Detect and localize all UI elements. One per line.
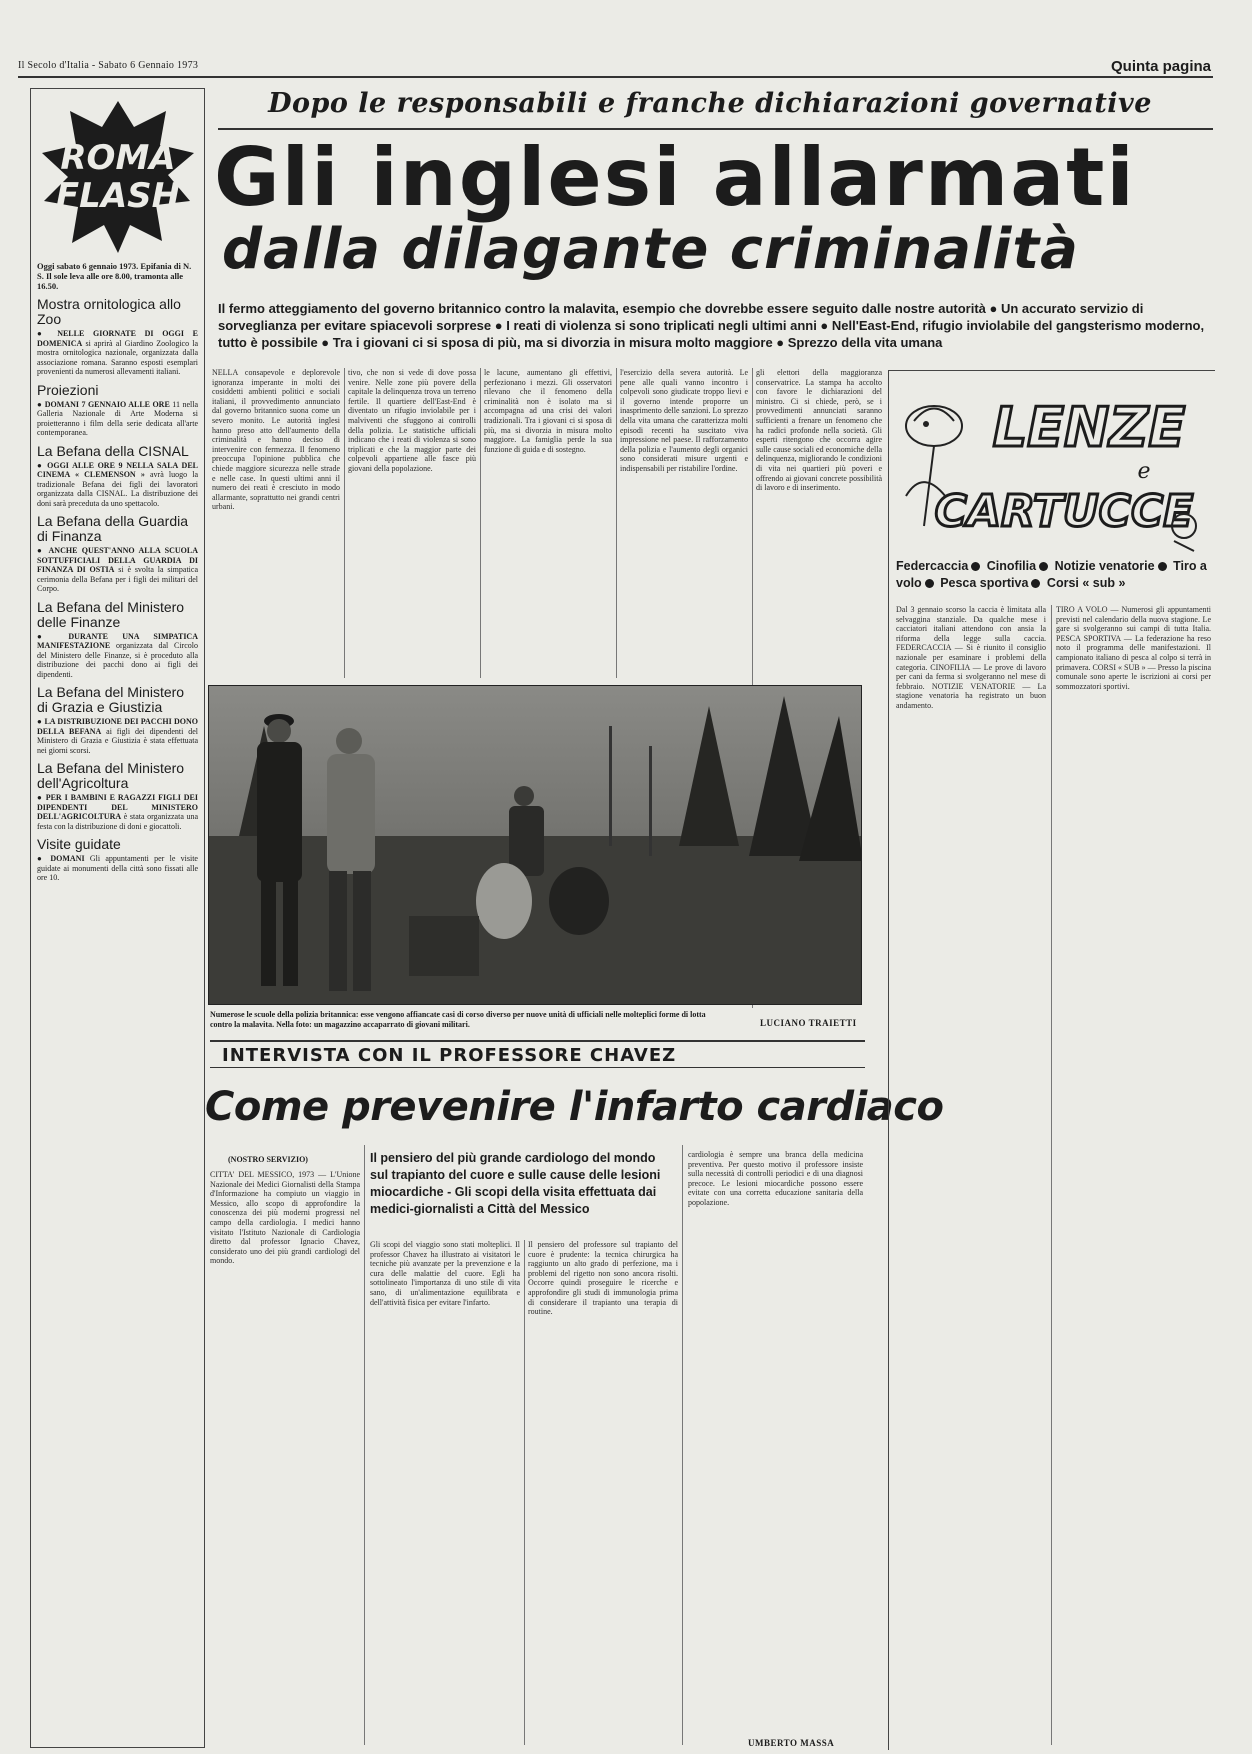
article-author: LUCIANO TRAIETTI xyxy=(760,1018,857,1028)
flash-item-text: si è svolta la simpatica cerimonia della Befana per i figli dei militari del Corpo. xyxy=(37,565,199,593)
article-column-2: tivo, che non si vede di dove possa venire. Nelle zone più povere della capitale la delinquenza trova un terreno fertile. Il quartiere dell'East-End è diventato un rifugio inviolabile per i malviventi che sfuggono ai controlli della polizia. Le statistiche ufficiali indicano che i reati di violenza si sono triplicati e che la maggior parte dei colpevoli appartiene alle fasce più giovani della popolazione. xyxy=(348,368,476,473)
lenze-cartucce-logo xyxy=(894,376,1212,556)
flash-item-body: ● DOMANI Gli appuntamenti per le visite guidate ai monumenti della città sono fissati alle ore 10. xyxy=(37,854,198,882)
roma-flash-column xyxy=(30,88,205,1748)
flash-item xyxy=(37,514,198,594)
flash-item xyxy=(37,685,198,755)
interview-title: Come prevenire l'infarto cardiaco xyxy=(205,1084,944,1130)
interview-column-4: cardiologia è sempre una branca della medicina preventiva. Per questo motivo il professore insiste sulla necessità di controlli periodici e di una diagnosi precoce. Le lesioni miocardiche possono essere evitate con una corretta educazione sanitaria della popolazione. xyxy=(688,1150,863,1207)
flash-item-text: si aprirà al Giardino Zoologico la mostra ornitologica nazionale, organizzata dalla associazione romana. Saranno esposti esemplari provenienti da numerosi allevamenti italiani. xyxy=(37,338,199,376)
lenze-subhead: Pesca sportiva xyxy=(940,576,1029,590)
flash-item-text: 11 nella Galleria Nazionale di Arte Moderna si proietteranno i film della serie dedicata all'arte contemporanea. xyxy=(37,399,199,437)
column-divider xyxy=(682,1145,683,1745)
lenze-column-2: TIRO A VOLO — Numerosi gli appuntamenti previsti nel calendario della nuova stagione. Le gare si svolgeranno sui campi di tutta Italia. PESCA SPORTIVA — La federazione ha reso noto il programma delle manifestazioni. Il campionato italiano di pesca al colpo si terrà in primavera. CORSI « SUB » — Presso la piscina comunale sono aperte le iscrizioni ai corsi per sommozzatori sportivi. xyxy=(1056,605,1211,691)
forest-soldiers-photo-icon xyxy=(209,686,862,1005)
svg-text:LENZE: LENZE xyxy=(992,396,1186,459)
fishing-hunting-cartoon-icon xyxy=(894,376,1212,556)
folio-line xyxy=(18,58,1213,78)
interview-author: UMBERTO MASSA xyxy=(748,1738,835,1748)
svg-text:e: e xyxy=(1137,459,1151,484)
svg-text:CARTUCCE: CARTUCCE xyxy=(934,486,1194,537)
roma-flash-intro: Oggi sabato 6 gennaio 1973. Epifania di N. S. Il sole leva alle ore 8.00, tramonta alle 16.50. xyxy=(37,261,192,291)
article-column-1: NELLA consapevole e deplorevole ignoranza imperante in molti dei cosiddetti ambienti politici e sociali italiani, il provvedimento annunciato dal governo britannico suona come un severo monito. Le autorità inglesi hanno preso atto dell'aumento della criminalità e hanno deciso di intervenire con fermezza. Il fenomeno preoccupa l'opinione pubblica che chiede maggiore sicurezza nelle strade e nelle case. In questi ultimi anni il numero dei reati è cresciuto in modo allarmante, soprattutto nei grandi centri urbani. xyxy=(212,368,340,512)
lenze-subhead: Corsi « sub » xyxy=(1046,576,1126,590)
svg-text:FLASH: FLASH xyxy=(55,176,180,216)
flash-item-text: avrà luogo la tradizionale Befana dei figli dei lavoratori organizzata dalla CISNAL. La distribuzione dei doni sarà preceduta da uno spettacolo. xyxy=(37,470,199,508)
interview-column-3: Il pensiero del professore sul trapianto del cuore è prudente: la tecnica chirurgica ha raggiunto un alto grado di perfezione, ma i problemi del rigetto non sono ancora risolti. Occorre quindi proseguire le ricerche e approfondire gli studi di immunologia prima di considerare il trapianto una terapia di routine. xyxy=(528,1240,678,1317)
bullet-icon xyxy=(1039,562,1048,571)
flash-item-title: La Befana del Ministero dell'Agricoltura xyxy=(37,760,185,791)
lenze-subhead: Tiro a volo xyxy=(896,559,1207,590)
column-divider xyxy=(1051,605,1052,1745)
lenze-subhead: Notizie venatorie xyxy=(1054,559,1155,573)
flash-item-title: Visite guidate xyxy=(37,836,121,852)
lenze-subheads xyxy=(896,558,1212,592)
article-summary: Il fermo atteggiamento del governo britannico contro la malavita, esempio che dovrebbe essere seguito dalle nostre autorità ● Un accurato servizio di sorveglianza per evitare spiacevoli sorprese ● I reati di violenza si sono triplicati negli ultimi anni ● Nell'East-End, rifugio inviolabile del gangsterismo moderno, tutto è possibile ● Tra i giovani ci si sposa di più, ma si divorzia in misura molto maggiore ● Sprezzo della vita umana xyxy=(218,301,1205,350)
article-column-5: gli elettori della maggioranza conservatrice. La stampa ha accolto con favore le dichiarazioni del ministro. Ci si chiede, però, se i provvedimenti annunciati saranno sufficienti a frenare un fenomeno che ha radici profonde nella società. Gli esperti ritengono che occorra agire sulle cause sociali ed economiche della delinquenza, migliorando le condizioni di vita nei quartieri più poveri e offrendo ai giovani concrete possibilità di lavoro e di inserimento. xyxy=(756,368,882,493)
flash-item xyxy=(37,600,198,680)
interview-service: (NOSTRO SERVIZIO) xyxy=(228,1155,308,1164)
column-divider xyxy=(344,368,345,678)
flash-item-title: La Befana della CISNAL xyxy=(37,442,189,459)
flash-item-body: ● PER I BAMBINI E RAGAZZI FIGLI DEI DIPENDENTI DEL MINISTERO DELL'AGRICOLTURA è stata organizzata una festa con la distribuzione di doni e giocattoli. xyxy=(37,793,199,831)
flash-item xyxy=(37,837,198,883)
flash-item-lead: PER I BAMBINI E RAGAZZI FIGLI DEI DIPENDENTI DEL MINISTERO DELL'AGRICOLTURA xyxy=(37,793,198,821)
flash-item-title: Mostra ornitologica allo Zoo xyxy=(37,296,181,327)
flash-item xyxy=(37,297,198,377)
article-column-3: le lacune, aumentano gli effettivi, perfezionano i mezzi. Gli osservatori rilevano che il fenomeno della criminalità non è isolato ma si accompagna ad una crisi dei valori tradizionali. Tra i giovani ci si sposa di più, ma si divorzia in misura molto maggiore. La famiglia perde la sua funzione di guida e di sostegno. xyxy=(484,368,612,454)
svg-text:ROMA: ROMA xyxy=(59,138,176,178)
flash-item-text: è stata organizzata una festa con la distribuzione di doni e giocattoli. xyxy=(37,812,199,831)
flash-item-text: ai figli dei dipendenti del Ministero di Grazia e Giustizia è stata effettuata nei giorni scorsi. xyxy=(37,726,198,755)
flash-item-lead: ANCHE QUEST'ANNO ALLA SCUOLA SOTTUFFICIALI DELLA GUARDIA DI FINANZA DI OSTIA xyxy=(37,546,198,574)
flash-item-title: Proiezioni xyxy=(37,381,99,398)
flash-item-title: La Befana della Guardia di Finanza xyxy=(37,513,188,544)
flash-item-lead: NELLE GIORNATE DI OGGI E DOMENICA xyxy=(37,329,198,348)
flash-item-body: ● NELLE GIORNATE DI OGGI E DOMENICA si aprirà al Giardino Zoologico la mostra ornitologica nazionale, organizzata dalla associazione romana. Saranno esposti esemplari provenienti da numerosi allevamenti italiani. xyxy=(37,329,199,376)
roma-flash-logo-icon xyxy=(38,97,198,257)
page-label: Quinta pagina xyxy=(1110,58,1211,75)
flash-item-body: ● OGGI ALLE ORE 9 NELLA SALA DEL CINEMA « CLEMENSON » avrà luogo la tradizionale Befana dei figli dei lavoratori organizzata dalla CISNAL. La distribuzione dei doni sarà preceduta da uno spettacolo. xyxy=(37,460,199,508)
photo-caption: Numerose le scuole della polizia britannica: esse vengono affiancate casi di corso diverso per nuove unità di ufficiali nelle molteplici forme di lotta contro la malavita. Nella foto: un magazzino accaparrato di giovani militari. xyxy=(210,1010,706,1029)
column-divider xyxy=(480,368,481,678)
article-photo xyxy=(208,685,862,1005)
flash-item-text: Gli appuntamenti per le visite guidate ai monumenti della città sono fissati alle ore 10. xyxy=(37,854,198,882)
flash-item-body: ● ANCHE QUEST'ANNO ALLA SCUOLA SOTTUFFICIALI DELLA GUARDIA DI FINANZA DI OSTIA si è svolta la simpatica cerimonia della Befana per i figli dei militari del Corpo. xyxy=(37,546,199,593)
flash-item-lead: DOMANI xyxy=(50,854,85,863)
bullet-icon xyxy=(971,562,980,571)
flash-item xyxy=(37,761,198,831)
flash-item xyxy=(37,444,198,509)
lenze-subhead: Cinofilia xyxy=(986,559,1037,573)
flash-item-lead: DOMANI 7 GENNAIO ALLE ORE xyxy=(44,399,170,409)
flash-item-title: La Befana del Ministero di Grazia e Giustizia xyxy=(37,684,185,715)
interview-column-2: Gli scopi del viaggio sono stati molteplici. Il professor Chavez ha illustrato ai visitatori le tecniche più avanzate per la prevenzione e la cura delle malattie del cuore. Egli ha sottolineato l'importanza di uno stile di vita sano, di un'alimentazione equilibrata e dell'attività fisica per evitare l'infarto. xyxy=(370,1240,520,1307)
bullet-icon xyxy=(925,579,934,588)
bullet-icon xyxy=(1031,579,1040,588)
article-headline: Gli inglesi allarmati xyxy=(214,131,1136,224)
flash-item xyxy=(37,383,198,438)
flash-item-lead: OGGI ALLE ORE 9 NELLA SALA DEL CINEMA « CLEMENSON » xyxy=(37,460,198,479)
flash-item-body: ● DOMANI 7 GENNAIO ALLE ORE 11 nella Galleria Nazionale di Arte Moderna si proietteranno i film della serie dedicata all'arte contemporanea. xyxy=(37,399,199,437)
column-divider xyxy=(524,1240,525,1745)
lenze-subhead: Federcaccia xyxy=(896,559,969,573)
flash-item-body: ● LA DISTRIBUZIONE DEI PACCHI DONO DELLA BEFANA ai figli dei dipendenti del Ministero di Grazia e Giustizia è stata effettuata nei giorni scorsi. xyxy=(37,717,198,755)
column-divider xyxy=(616,368,617,678)
article-kicker: Dopo le responsabili e franche dichiarazioni governative xyxy=(268,88,1152,119)
roma-flash-logo xyxy=(38,97,198,257)
flash-item-title: La Befana del Ministero delle Finanze xyxy=(37,598,185,630)
article-headline-second-line: dalla dilagante criminalità xyxy=(222,217,1079,282)
column-divider xyxy=(364,1145,365,1745)
kicker-divider xyxy=(218,128,1213,130)
article-column-4: l'esercizio della severa autorità. Le pene alle quali vanno incontro i colpevoli sono giudicate troppo lievi e il governo intende proporre un inasprimento delle sanzioni. Lo sprezzo della vita umana che caratterizza molti episodi recenti ha suscitato viva impressione nel paese. Il rafforzamento della polizia e l'aumento degli organici sono considerati misure urgenti e indispensabili per ristabilire l'ordine. xyxy=(620,368,748,473)
interview-dek: Il pensiero del più grande cardiologo del mondo sul trapianto del cuore e sulle cause delle lesioni miocardiche - Gli scopi della visita effettuata dai medici-giornalisti a Città del Messico xyxy=(370,1151,661,1216)
interview-band: INTERVISTA CON IL PROFESSORE CHAVEZ xyxy=(210,1040,865,1068)
folio-date: Il Secolo d'Italia - Sabato 6 Gennaio 1973 xyxy=(18,60,199,71)
bullet-icon xyxy=(1158,562,1167,571)
flash-item-lead: LA DISTRIBUZIONE DEI PACCHI DONO DELLA BEFANA xyxy=(37,717,198,736)
flash-item-text: organizzata dal Circolo del Ministero delle Finanze, si è proceduto alla distribuzione dei pacchi dono ai figli dei dipendenti. xyxy=(37,641,198,679)
interview-column-1: CITTA' DEL MESSICO, 1973 — L'Unione Nazionale dei Medici Giornalisti della Stampa d'Informazione ha compiuto un viaggio in Messico, allo scopo di approfondire la conoscenza dei più moderni progressi nel campo della cardiologia. I medici hanno visitato l'Istituto Nazionale di Cardiologia diretto dal professor Ignacio Chavez, considerato uno dei più grandi cardiologi del mondo. xyxy=(210,1170,360,1266)
flash-item-lead: DURANTE UNA SIMPATICA MANIFESTAZIONE xyxy=(37,631,198,650)
lenze-column-1: Dal 3 gennaio scorso la caccia è limitata alla selvaggina stanziale. Da qualche mese i cacciatori italiani attendono con ansia la riforma della legge sulla caccia. FEDERCACCIA — Si è riunito il consiglio nazionale per esaminare i problemi della categoria. CINOFILIA — Le prove di lavoro per cani da ferma si svolgeranno nel mese di febbraio. NOTIZIE VENATORIE — La stagione venatoria ha registrato un buon andamento. xyxy=(896,605,1046,710)
flash-item-body: ● DURANTE UNA SIMPATICA MANIFESTAZIONE organizzata dal Circolo del Ministero delle Finanze, si è proceduto alla distribuzione dei pacchi dono ai figli dei dipendenti. xyxy=(37,631,198,679)
